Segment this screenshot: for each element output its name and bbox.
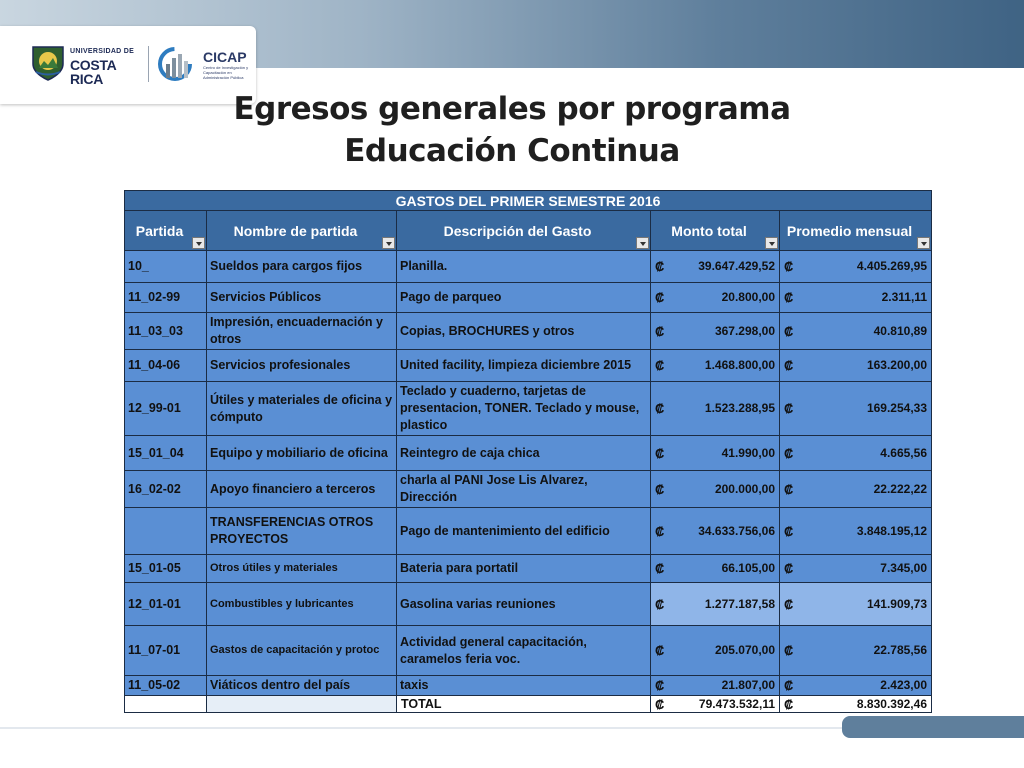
currency-symbol: ₡ xyxy=(784,696,794,712)
cell-monto xyxy=(651,555,780,583)
filter-dropdown-icon[interactable] xyxy=(382,237,395,249)
ucr-wordmark-line2: COSTA RICA xyxy=(70,57,116,87)
cell-descripcion: Actividad general capacitación, caramelos feria voc. xyxy=(397,626,651,676)
amount: 141.909,73 xyxy=(866,596,927,611)
cell-promedio xyxy=(780,436,932,471)
table-banner-row xyxy=(125,191,932,211)
cell-partida: 12_99-01 xyxy=(125,382,207,436)
title-line1: Egresos generales por programa xyxy=(233,91,791,127)
amount: 205.070,00 xyxy=(714,643,775,657)
amount: 20.800,00 xyxy=(721,290,775,304)
cell-descripcion: Pago de parqueo xyxy=(397,283,651,313)
header-descripcion xyxy=(397,211,651,251)
cicap-subtitle: Centro de Investigación y Capacitación en Administración Pública xyxy=(203,65,249,80)
ucr-wordmark-line1: UNIVERSIDAD DE xyxy=(70,48,135,55)
header-descripcion-label: Descripción del Gasto xyxy=(443,222,592,239)
cell-partida: 10_ xyxy=(125,251,207,283)
cell-descripcion: charla al PANI Jose Lis Alvarez, Dirección xyxy=(397,471,651,508)
cell-promedio xyxy=(780,251,932,283)
cell-descripcion: Gasolina varias reuniones xyxy=(397,583,651,626)
ucr-wordmark xyxy=(70,48,142,86)
currency-symbol: ₡ xyxy=(784,323,794,339)
cell-monto xyxy=(651,283,780,313)
cell-nombre: Equipo y mobiliario de oficina xyxy=(207,436,397,471)
cell-descripcion: United facility, limpieza diciembre 2015 xyxy=(397,350,651,382)
table-banner: GASTOS DEL PRIMER SEMESTRE 2016 xyxy=(125,191,932,211)
total-monto xyxy=(651,696,780,713)
header-partida-label: Partida xyxy=(135,222,184,239)
cell-partida xyxy=(125,508,207,555)
amount: 39.647.429,52 xyxy=(698,259,775,273)
amount: 22.222,22 xyxy=(873,481,927,496)
cell-monto xyxy=(651,251,780,283)
currency-symbol: ₡ xyxy=(655,401,665,416)
footer-line xyxy=(0,727,842,729)
header-monto-label: Monto total xyxy=(671,222,747,239)
cell-monto xyxy=(651,471,780,508)
cell-monto xyxy=(651,626,780,676)
header-promedio-label: Promedio mensual xyxy=(786,222,913,239)
cell-nombre: TRANSFERENCIAS OTROS PROYECTOS xyxy=(207,508,397,555)
cell-monto xyxy=(651,436,780,471)
expenses-table-container xyxy=(124,190,931,713)
amount: 367.298,00 xyxy=(714,323,775,338)
currency-symbol: ₡ xyxy=(655,596,665,612)
table-row xyxy=(125,508,932,555)
currency-symbol: ₡ xyxy=(784,523,794,539)
amount: 4.665,56 xyxy=(880,445,927,460)
amount: 7.345,00 xyxy=(880,561,927,575)
filter-dropdown-icon[interactable] xyxy=(917,237,930,249)
cell-descripcion: Copias, BROCHURES y otros xyxy=(397,313,651,350)
cell-nombre: Servicios profesionales xyxy=(207,350,397,382)
currency-symbol: ₡ xyxy=(784,445,794,461)
cell-promedio xyxy=(780,555,932,583)
logo-divider xyxy=(148,46,149,82)
cell-partida: 11_04-06 xyxy=(125,350,207,382)
cell-promedio xyxy=(780,313,932,350)
cell-promedio xyxy=(780,508,932,555)
total-label: TOTAL xyxy=(397,696,651,713)
currency-symbol: ₡ xyxy=(655,643,665,658)
currency-symbol: ₡ xyxy=(784,290,794,305)
table-row xyxy=(125,251,932,283)
cell-nombre: Otros útiles y materiales xyxy=(207,555,397,583)
cell-monto xyxy=(651,382,780,436)
amount: 200.000,00 xyxy=(714,481,775,496)
cell-monto xyxy=(651,508,780,555)
currency-symbol: ₡ xyxy=(655,259,665,274)
cicap-logo-icon xyxy=(154,44,200,84)
currency-symbol: ₡ xyxy=(784,678,794,693)
amount: 2.423,00 xyxy=(880,678,927,692)
amount: 79.473.532,11 xyxy=(698,697,775,711)
cell-partida: 11_05-02 xyxy=(125,676,207,696)
amount: 22.785,56 xyxy=(873,643,927,657)
currency-symbol: ₡ xyxy=(655,481,665,497)
header-nombre xyxy=(207,211,397,251)
currency-symbol: ₡ xyxy=(655,290,665,305)
currency-symbol: ₡ xyxy=(655,696,665,712)
cell-descripcion: Teclado y cuaderno, tarjetas de presentacion, TONER. Teclado y mouse, plastico xyxy=(397,382,651,436)
currency-symbol: ₡ xyxy=(655,561,665,576)
amount: 1.468.800,00 xyxy=(704,358,775,372)
cell-partida: 11_03_03 xyxy=(125,313,207,350)
cell-partida: 15_01-05 xyxy=(125,555,207,583)
table-row xyxy=(125,350,932,382)
header-monto xyxy=(651,211,780,251)
table-row xyxy=(125,583,932,626)
cell-nombre: Gastos de capacitación y protoc xyxy=(207,626,397,676)
total-row xyxy=(125,696,932,713)
filter-dropdown-icon[interactable] xyxy=(636,237,649,249)
amount: 163.200,00 xyxy=(866,358,927,372)
table-row xyxy=(125,283,932,313)
amount: 4.405.269,95 xyxy=(856,259,927,273)
cell-nombre: Apoyo financiero a terceros xyxy=(207,471,397,508)
currency-symbol: ₡ xyxy=(784,643,794,658)
amount: 34.633.756,06 xyxy=(698,523,775,538)
header-partida xyxy=(125,211,207,251)
cell-promedio xyxy=(780,583,932,626)
cicap-wordmark xyxy=(203,50,255,80)
header-promedio xyxy=(780,211,932,251)
title-line2: Educación Continua xyxy=(344,133,680,169)
currency-symbol: ₡ xyxy=(784,481,794,497)
table-row xyxy=(125,555,932,583)
cell-monto xyxy=(651,350,780,382)
cell-monto xyxy=(651,583,780,626)
cell-nombre: Viáticos dentro del país xyxy=(207,676,397,696)
currency-symbol: ₡ xyxy=(784,358,794,373)
cell-monto xyxy=(651,676,780,696)
page-title xyxy=(0,88,1024,172)
amount: 1.277.187,58 xyxy=(704,596,775,611)
filter-dropdown-icon[interactable] xyxy=(765,237,778,249)
cell-partida: 15_01_04 xyxy=(125,436,207,471)
cell-monto xyxy=(651,313,780,350)
footer-accent-bar xyxy=(842,716,1024,738)
amount: 169.254,33 xyxy=(866,401,927,415)
amount: 2.311,11 xyxy=(881,290,927,304)
cell-empty xyxy=(207,696,397,713)
table-row xyxy=(125,382,932,436)
cell-promedio xyxy=(780,471,932,508)
cell-empty xyxy=(125,696,207,713)
cell-descripcion: taxis xyxy=(397,676,651,696)
amount: 66.105,00 xyxy=(721,561,775,575)
cell-promedio xyxy=(780,283,932,313)
cell-partida: 16_02-02 xyxy=(125,471,207,508)
amount: 21.807,00 xyxy=(721,678,775,692)
table-row xyxy=(125,471,932,508)
amount: 41.990,00 xyxy=(721,445,775,460)
cell-promedio xyxy=(780,382,932,436)
ucr-seal-icon xyxy=(30,44,66,82)
table-row xyxy=(125,436,932,471)
cell-partida: 11_02-99 xyxy=(125,283,207,313)
amount: 3.848.195,12 xyxy=(856,523,927,538)
cell-promedio xyxy=(780,676,932,696)
table-row xyxy=(125,313,932,350)
amount: 1.523.288,95 xyxy=(704,401,775,415)
cell-promedio xyxy=(780,350,932,382)
expenses-table xyxy=(124,190,932,713)
total-promedio xyxy=(780,696,932,713)
currency-symbol: ₡ xyxy=(784,561,794,576)
cell-nombre: Impresión, encuadernación y otros xyxy=(207,313,397,350)
currency-symbol: ₡ xyxy=(655,678,665,693)
currency-symbol: ₡ xyxy=(784,401,794,416)
currency-symbol: ₡ xyxy=(655,323,665,339)
filter-dropdown-icon[interactable] xyxy=(192,237,205,249)
cell-descripcion: Planilla. xyxy=(397,251,651,283)
cicap-name: CICAP xyxy=(203,49,247,65)
amount: 40.810,89 xyxy=(873,323,927,338)
table-header-row xyxy=(125,211,932,251)
header-nombre-label: Nombre de partida xyxy=(233,222,358,239)
cell-descripcion: Bateria para portatil xyxy=(397,555,651,583)
currency-symbol: ₡ xyxy=(655,445,665,461)
cell-nombre: Combustibles y lubricantes xyxy=(207,583,397,626)
table-row xyxy=(125,676,932,696)
cell-nombre: Útiles y materiales de oficina y cómputo xyxy=(207,382,397,436)
cell-nombre: Servicios Públicos xyxy=(207,283,397,313)
amount: 8.830.392,46 xyxy=(856,697,927,711)
table-row xyxy=(125,626,932,676)
cell-descripcion: Reintegro de caja chica xyxy=(397,436,651,471)
cell-partida: 11_07-01 xyxy=(125,626,207,676)
currency-symbol: ₡ xyxy=(655,358,665,373)
cell-promedio xyxy=(780,626,932,676)
currency-symbol: ₡ xyxy=(784,596,794,612)
cell-descripcion: Pago de mantenimiento del edificio xyxy=(397,508,651,555)
cell-partida: 12_01-01 xyxy=(125,583,207,626)
cell-nombre: Sueldos para cargos fijos xyxy=(207,251,397,283)
currency-symbol: ₡ xyxy=(655,523,665,539)
currency-symbol: ₡ xyxy=(784,259,794,274)
